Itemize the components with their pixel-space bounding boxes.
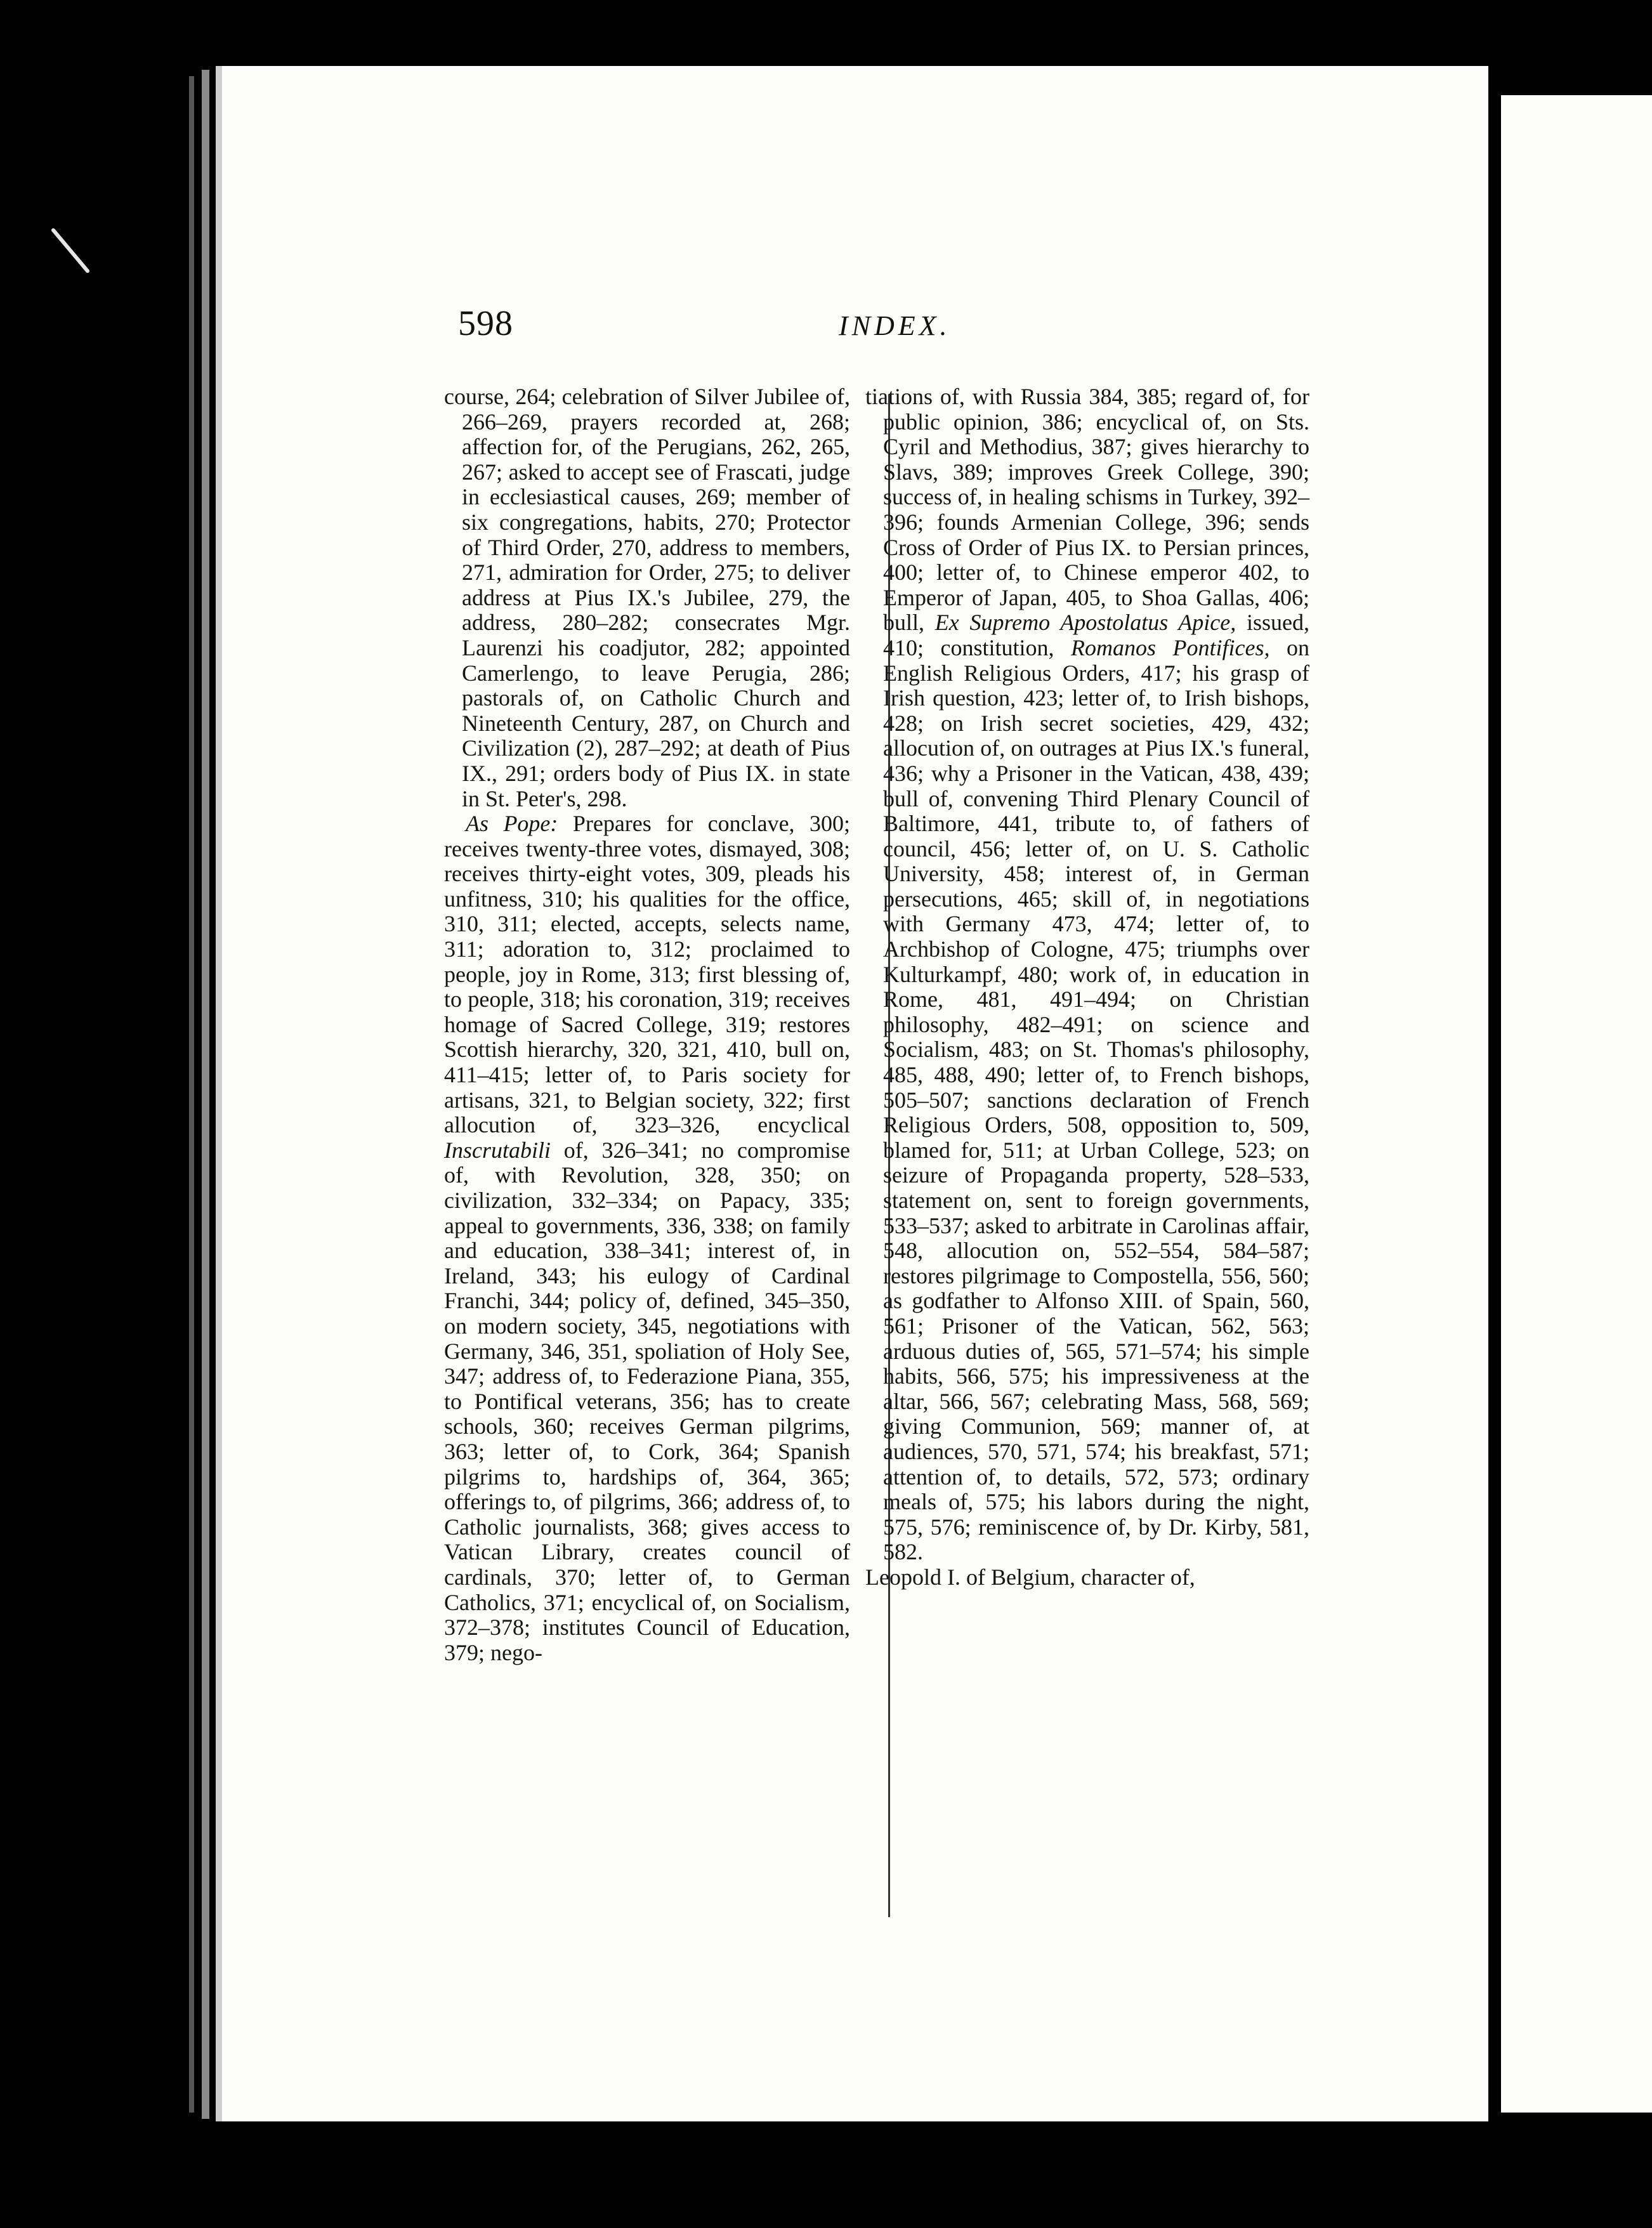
page-edge (202, 70, 209, 2119)
subsection-label: As Pope: (466, 811, 558, 837)
entry-text: tiations of, with Russia 384, 385; regard of, for public opinion, 386; encyclical of, on Sts. Cyril and Methodius, 387; gives hierarchy to Slavs, 389; improves Greek College, 390; success of, in healing schisms in Turkey, 392–396; founds Armenian College, 396; sends Cross of Order of Pius IX. to Persian princes, 400; letter of, to Chinese emperor 402, to Emperor of Japan, 405, to Shoa Gallas, 406; bull, (865, 384, 1309, 636)
index-entry-continuation (865, 384, 1309, 1565)
running-head: INDEX. (839, 310, 951, 341)
index-column-right (865, 384, 1309, 1590)
index-subsection-as-pope (444, 811, 850, 1665)
entry-text: Leopold I. of Belgium, character of, (865, 1564, 1195, 1590)
entry-text: course, 264; celebration of Silver Jubilee of, 266–269, prayers recorded at, 268; affection for, of the Perugians, 262, 265, 267; asked to accept see of Frascati, judge in ecclesiastical causes, 269; member of six congregations, habits, 270; Protector of Third Order, 270, address to members, 271, admiration for Order, 275; to deliver address at Pius IX.'s Jubilee, 279, the address, 280–282; consecrates Mgr. Laurenzi his coadjutor, 282; appointed Camerlengo, to leave Perugia, 286; pastorals of, on Catholic Church and Nineteenth Century, 287, on Church and Civilization (2), 287–292; at death of Pius IX., 291; orders body of Pius IX. in state in St. Peter's, 298. (444, 384, 850, 811)
index-column-left (444, 384, 850, 1665)
entry-text: of, 326–341; no compromise of, with Revolution, 328, 350; on civilization, 332–334; on Papacy, 335; appeal to governments, 336, 338; on family and education, 338–341; interest of, in Ireland, 343; his eulogy of Cardinal Franchi, 344; policy of, defined, 345–350, on modern society, 345, negotiations with Germany, 346, 351, spoliation of Holy See, 347; address of, to Federazione Piana, 355, to Pontifical veterans, 356; has to create schools, 360; receives German pilgrims, 363; letter of, to Cork, 364; Spanish pilgrims to, hardships of, 364, 365; offerings to, of pilgrims, 366; address of, to Catholic journalists, 368; gives access to Vatican Library, creates council of cardinals, 370; letter of, to German Catholics, 371; encyclical of, on Socialism, 372–378; institutes Council of Education, 379; nego- (444, 1137, 851, 1665)
entry-text: Prepares for conclave, 300; receives twenty-three votes, dismayed, 308; receives thirty-eight votes, 309, pleads his unfitness, 310; his qualities for the office, 310, 311; elected, accepts, selects name, 311; adoration to, 312; proclaimed to people, joy in Rome, 313; first blessing of, to people, 318; his coronation, 319; receives homage of Sacred College, 319; restores Scottish hierarchy, 320, 321, 410, bull on, 411–415; letter of, to Paris society for artisans, 321, to Belgian society, 322; first allocution of, 323–326, encyclical (444, 811, 850, 1138)
entry-italic-title: Ex Supremo Apostolatus Apice, (934, 610, 1236, 636)
facing-page-edge (1501, 95, 1652, 2113)
page-number: 598 (458, 304, 513, 343)
entry-italic-title: Romanos Pontifices, (1071, 634, 1270, 660)
page-header (458, 303, 1004, 354)
page-edge-shadow (189, 76, 194, 2113)
entry-text: on English Religious Orders, 417; his grasp of Irish question, 423; letter of, to Irish bishops, 428; on Irish secret societies, 429, 432; allocution of, on outrages at Pius IX.'s funeral, 436; why a Prisoner in the Vatican, 438, 439; bull of, convening Third Plenary Council of Baltimore, 441, tribute to, of fathers of council, 456; letter of, on U. S. Catholic University, 458; interest of, in German persecutions, 465; skill of, in negotiations with Germany 473, 474; letter of, to Archbishop of Cologne, 475; triumphs over Kulturkampf, 480; work of, in education in Rome, 481, 491–494; on Christian philosophy, 482–491; on science and Socialism, 483; on St. Thomas's philosophy, 485, 488, 490; letter of, to French bishops, 505–507; sanctions declaration of French Religious Orders, 508, opposition to, 509, blamed for, 511; at Urban College, 523; on seizure of Propaganda property, 528–533, statement on, sent to foreign governments, 533–537; asked to arbitrate in Carolinas affair, 548, allocution on, 552–554, 584–587; restores pilgrimage to Compostella, 556, 560; as godfather to Alfonso XIII. of Spain, 560, 561; Prisoner of the Vatican, 562, 563; arduous duties of, 565, 571–574; his simple habits, 566, 575; his impressiveness at the altar, 566, 567; celebrating Mass, 568, 569; giving Communion, 569; manner of, at audiences, 570, 571, 574; his breakfast, 571; attention of, to details, 572, 573; ordinary meals of, 575; his labors during the night, 575, 576; reminiscence of, by Dr. Kirby, 581, 582. (883, 634, 1310, 1565)
index-entry (865, 1565, 1309, 1590)
index-entry-continuation (444, 384, 850, 811)
entry-text: issued, 410; constitution, (883, 610, 1310, 660)
entry-italic-title: Inscrutabili (444, 1137, 551, 1163)
